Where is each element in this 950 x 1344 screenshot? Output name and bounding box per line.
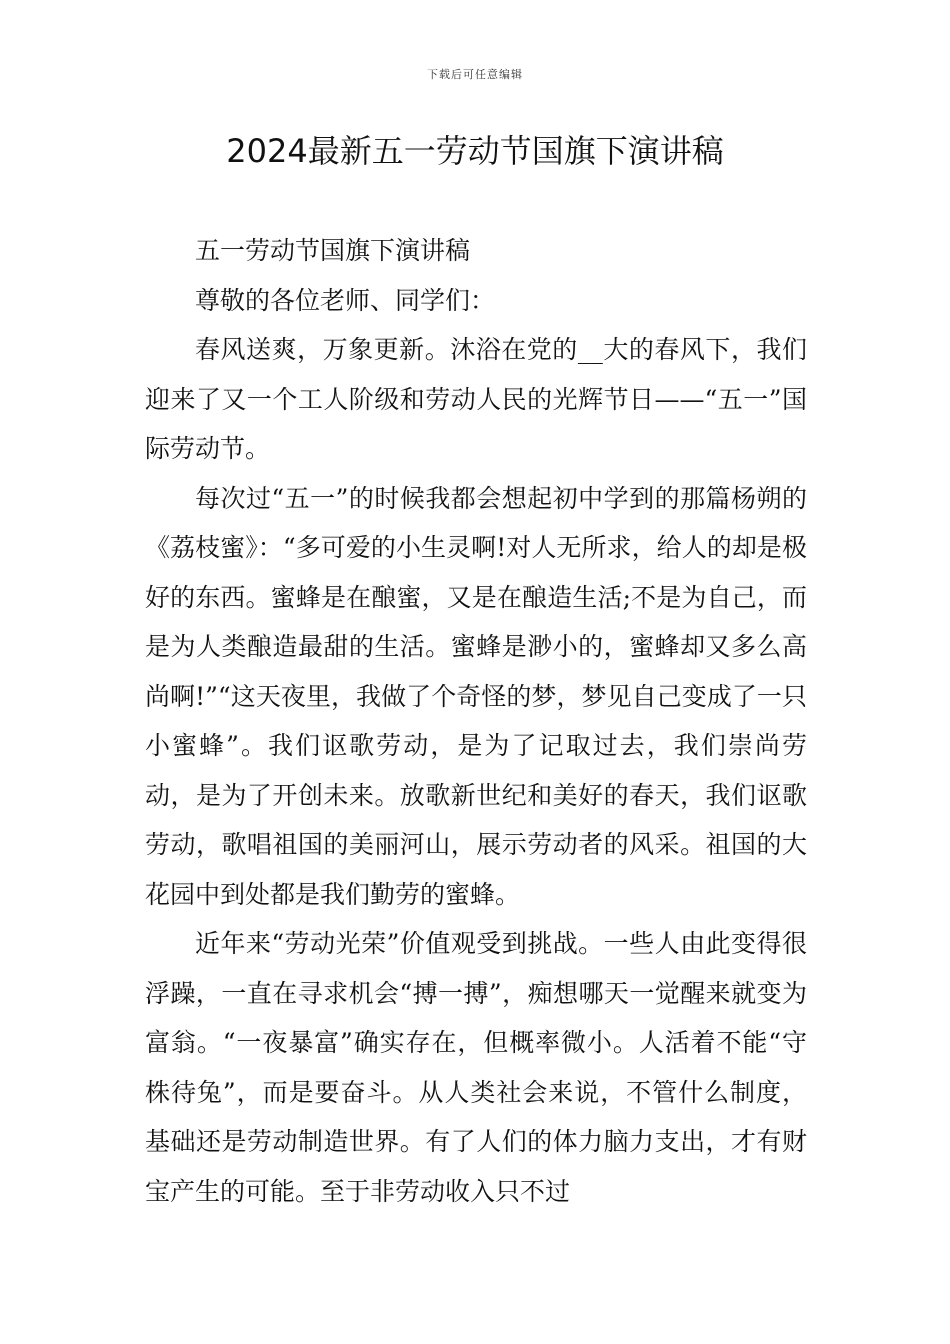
header-note: 下载后可任意编辑	[427, 68, 523, 81]
document-title: 2024最新五一劳动节国旗下演讲稿	[226, 132, 724, 170]
paragraph: 春风送爽，万象更新。沐浴在党的__大的春风下，我们迎来了又一个工人阶级和劳动人民的光辉节日——“五一”国际劳动节。	[145, 335, 807, 463]
paragraph-salutation: 尊敬的各位老师、同学们：	[195, 285, 496, 315]
document-body	[145, 226, 807, 1216]
paragraph: 近年来“劳动光荣”价值观受到挑战。一些人由此变得很浮躁，一直在寻求机会“搏一搏”，痴想哪天一觉醒来就变为富翁。“一夜暴富”确实存在，但概率微小。人活着不能“守株待兔”，而是要奋斗。从人类社会来说，不管什么制度，基础还是劳动制造世界。有了人们的体力脑力支出，才有财宝产生的可能。至于非劳动收入只不过	[145, 929, 807, 1206]
paragraph: 每次过“五一”的时候我都会想起初中学到的那篇杨朔的《荔枝蜜》：“多可爱的小生灵啊!对人无所求，给人的却是极好的东西。蜜蜂是在酿蜜，又是在酿造生活;不是为自己，而是为人类酿造最甜的生活。蜜蜂是渺小的，蜜蜂却又多么高尚啊!”“这天夜里，我做了个奇怪的梦，梦见自己变成了一只小蜜蜂”。我们讴歌劳动，是为了记取过去，我们崇尚劳动，是为了开创未来。放歌新世纪和美好的春天，我们讴歌劳动，歌唱祖国的美丽河山，展示劳动者的风采。祖国的大花园中到处都是我们勤劳的蜜蜂。	[145, 483, 807, 909]
paragraph-subtitle: 五一劳动节国旗下演讲稿	[195, 236, 471, 265]
